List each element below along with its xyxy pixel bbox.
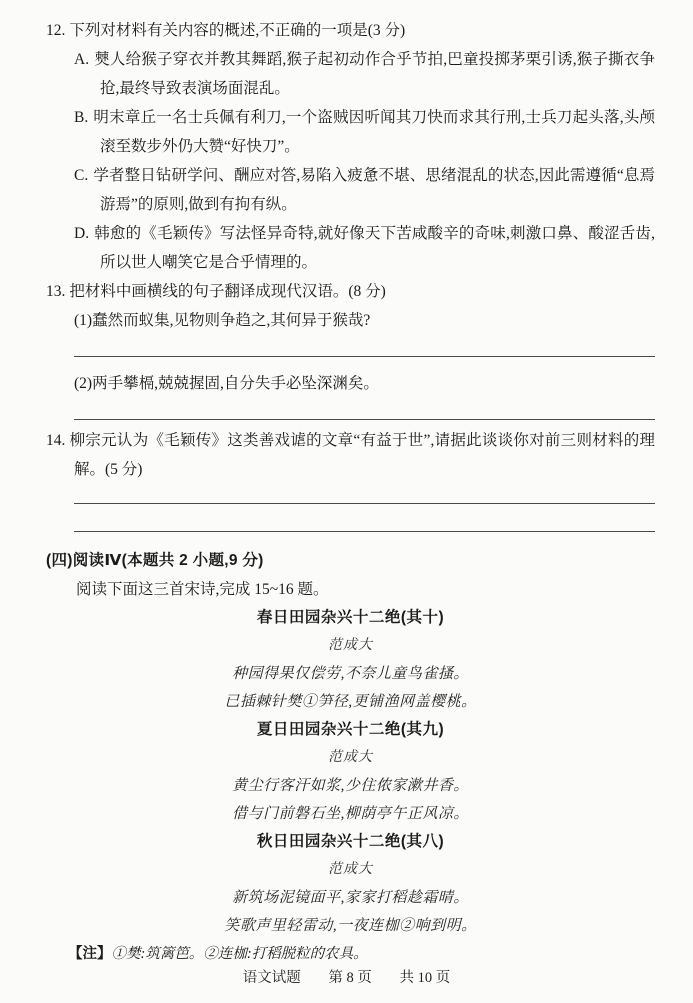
question-13-stem: 13. 把材料中画横线的句子翻译成现代汉语。(8 分)	[46, 283, 386, 300]
footer-page-number: 第 8 页	[328, 970, 372, 986]
poem-summer-title: 夏日田园杂兴十二绝(其九)	[256, 721, 445, 738]
poem-footnote-text: ①樊:筑篱笆。②连枷:打稻脱粒的农具。	[111, 946, 368, 962]
poem-spring	[46, 604, 655, 716]
option-b-label: B.	[74, 109, 89, 126]
poem-autumn-line2: 笑歌声里轻雷动,一夜连枷②响到明。	[224, 918, 477, 934]
footer-doc-title: 语文试题	[242, 970, 301, 986]
footer-page-total: 共 10 页	[399, 970, 451, 986]
option-c-text: 学者整日钻研学问、酬应对答,易陷入疲惫不堪、思绪混乱的状态,因此需遵循“息焉游焉”的原则,做到有拘有纵。	[93, 167, 655, 213]
option-b	[74, 103, 655, 161]
section-4-header: (四)阅读Ⅳ(本题共 2 小题,9 分)	[46, 552, 264, 569]
question-14-number: 14.	[46, 432, 66, 449]
option-d-text: 韩愈的《毛颖传》写法怪异奇特,就好像天下苦咸酸辛的奇味,刺激口鼻、酸涩舌齿,所以世人嘲笑它是合乎情理的。	[94, 225, 655, 271]
option-c-label: C.	[74, 167, 89, 184]
poem-summer-line1: 黄尘行客汗如浆,少住侬家漱井香。	[232, 778, 469, 794]
answer-line-1	[74, 335, 655, 357]
question-14-stem: 14. 柳宗元认为《毛颖传》这类善戏谑的文章“有益于世”,请据此谈谈你对前三则材料的理解。(5 分)	[46, 432, 655, 478]
section-4-intro: 阅读下面这三首宋诗,完成 15~16 题。	[76, 581, 329, 598]
poem-autumn-author: 范成大	[328, 862, 373, 877]
poem-spring-line2: 已插棘针樊①笋径,更铺渔网盖樱桃。	[224, 694, 477, 710]
page-footer	[0, 966, 693, 987]
poem-footnote-label: 【注】	[68, 946, 112, 962]
poem-autumn	[46, 828, 655, 940]
question-13-number: 13.	[46, 283, 66, 300]
question-13-part2: (2)两手攀槅,兢兢握固,自分失手必坠深渊矣。	[74, 375, 379, 392]
answer-line-2	[74, 398, 655, 420]
poem-autumn-line1: 新筑场泥镜面平,家家打稻趁霜晴。	[232, 890, 469, 906]
poem-spring-author: 范成大	[328, 638, 373, 653]
poem-summer-line2: 借与门前磐石坐,柳荫亭午正风凉。	[232, 806, 469, 822]
option-b-text: 明末章丘一名士兵佩有利刀,一个盗贼因听闻其刀快而求其行刑,士兵刀起头落,头颅滚至数步外仍大赞“好快刀”。	[93, 109, 655, 155]
answer-line-3	[74, 484, 655, 504]
option-d	[74, 219, 655, 277]
option-a-text: 僰人给猴子穿衣并教其舞蹈,猴子起初动作合乎节拍,巴童投掷茅栗引诱,猴子撕衣争抢,最终导致表演场面混乱。	[94, 51, 655, 97]
question-12-options	[74, 45, 655, 277]
poem-summer-author: 范成大	[328, 750, 373, 765]
question-12-number: 12.	[46, 22, 66, 39]
question-13-part1: (1)蠢然而蚁集,见物则争趋之,其何异于猴哉?	[74, 312, 371, 329]
question-12-stem: 12. 下列对材料有关内容的概述,不正确的一项是(3 分)	[46, 22, 406, 39]
poem-autumn-title: 秋日田园杂兴十二绝(其八)	[256, 833, 445, 850]
option-a	[74, 45, 655, 103]
poem-spring-line1: 种园得果仅偿劳,不奈儿童鸟雀搔。	[232, 666, 469, 682]
option-a-label: A.	[74, 51, 90, 68]
option-d-label: D.	[74, 225, 90, 242]
poem-footnote	[68, 940, 655, 968]
option-c	[74, 161, 655, 219]
poem-summer	[46, 716, 655, 828]
poem-spring-title: 春日田园杂兴十二绝(其十)	[256, 609, 445, 626]
answer-line-4	[74, 504, 655, 532]
